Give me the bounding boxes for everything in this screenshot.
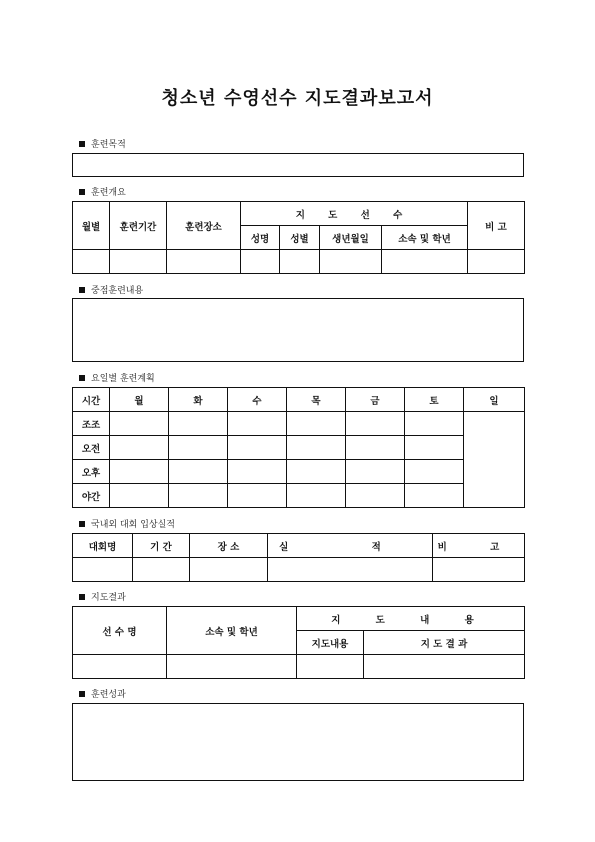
header-competition-period: 기 간 [133, 534, 190, 558]
square-bullet-icon [79, 189, 85, 195]
cell[interactable] [287, 484, 346, 508]
cell[interactable] [405, 484, 464, 508]
square-bullet-icon [79, 521, 85, 527]
competition-table [72, 533, 525, 582]
cell[interactable] [287, 436, 346, 460]
slot-early: 조조 [73, 412, 110, 436]
cell[interactable] [110, 412, 169, 436]
cell[interactable] [280, 250, 320, 274]
header-day-thu: 목 [287, 388, 346, 412]
result-table [72, 606, 525, 679]
section-result-text: 지도결과 [91, 593, 126, 603]
cell[interactable] [468, 250, 525, 274]
cell[interactable] [110, 460, 169, 484]
header-competition-remark: 비 고 [433, 534, 525, 558]
cell[interactable] [346, 436, 405, 460]
cell[interactable] [320, 250, 382, 274]
header-day-sun: 일 [464, 388, 525, 412]
cell[interactable] [346, 460, 405, 484]
cell[interactable] [133, 558, 190, 582]
header-result-group: 지 도 내 용 [297, 607, 525, 631]
square-bullet-icon [79, 375, 85, 381]
cell[interactable] [405, 436, 464, 460]
header-remark: 비 고 [468, 202, 525, 250]
header-day-sat: 토 [405, 388, 464, 412]
cell[interactable] [73, 250, 110, 274]
cell[interactable] [110, 484, 169, 508]
section-achievement-label [79, 687, 126, 700]
cell[interactable] [167, 250, 241, 274]
section-focus-text: 중점훈련내용 [91, 286, 144, 296]
header-day-wed: 수 [228, 388, 287, 412]
weekly-table [72, 387, 525, 508]
section-weekly-label [79, 371, 155, 384]
header-result-affiliation: 소속 및 학년 [167, 607, 297, 655]
header-day-fri: 금 [346, 388, 405, 412]
header-day-mon: 월 [110, 388, 169, 412]
cell[interactable] [287, 412, 346, 436]
cell[interactable] [287, 460, 346, 484]
focus-field[interactable] [72, 298, 524, 362]
header-period: 훈련기간 [110, 202, 167, 250]
section-purpose-text: 훈련목적 [91, 140, 126, 150]
cell[interactable] [433, 558, 525, 582]
header-name: 성명 [241, 226, 280, 250]
section-achievement-text: 훈련성과 [91, 690, 126, 700]
section-competition-label [79, 517, 175, 530]
sunday-cell[interactable] [464, 412, 525, 508]
cell[interactable] [190, 558, 268, 582]
cell[interactable] [297, 655, 364, 679]
section-focus-label [79, 283, 143, 296]
purpose-field[interactable] [72, 153, 524, 177]
header-time: 시간 [73, 388, 110, 412]
cell[interactable] [228, 460, 287, 484]
header-result-content: 지도내용 [297, 631, 364, 655]
achievement-field[interactable] [72, 703, 524, 781]
cell[interactable] [169, 436, 228, 460]
header-competition-place: 장 소 [190, 534, 268, 558]
header-month: 월별 [73, 202, 110, 250]
square-bullet-icon [79, 594, 85, 600]
section-overview-label [79, 185, 126, 198]
header-competition-record: 실 적 [268, 534, 433, 558]
cell[interactable] [346, 484, 405, 508]
page-title: 청소년 수영선수 지도결과보고서 [161, 88, 434, 109]
cell[interactable] [73, 655, 167, 679]
cell[interactable] [382, 250, 468, 274]
square-bullet-icon [79, 141, 85, 147]
overview-table [72, 201, 525, 274]
header-day-tue: 화 [169, 388, 228, 412]
cell[interactable] [110, 250, 167, 274]
header-place: 훈련장소 [167, 202, 241, 250]
square-bullet-icon [79, 287, 85, 293]
section-competition-text: 국내외 대회 입상실적 [91, 520, 175, 530]
cell[interactable] [228, 484, 287, 508]
header-birth: 생년월일 [320, 226, 382, 250]
cell[interactable] [241, 250, 280, 274]
header-coach-group: 지 도 선 수 [241, 202, 468, 226]
cell[interactable] [169, 412, 228, 436]
header-affiliation: 소속 및 학년 [382, 226, 468, 250]
cell[interactable] [364, 655, 525, 679]
cell[interactable] [228, 436, 287, 460]
slot-afternoon: 오후 [73, 460, 110, 484]
cell[interactable] [405, 460, 464, 484]
cell[interactable] [110, 436, 169, 460]
cell[interactable] [405, 412, 464, 436]
cell[interactable] [346, 412, 405, 436]
header-result-outcome: 지 도 결 과 [364, 631, 525, 655]
slot-night: 야간 [73, 484, 110, 508]
cell[interactable] [167, 655, 297, 679]
header-competition-name: 대회명 [73, 534, 133, 558]
cell[interactable] [228, 412, 287, 436]
cell[interactable] [169, 484, 228, 508]
section-purpose-label [79, 137, 126, 150]
section-result-label [79, 590, 126, 603]
slot-morning: 오전 [73, 436, 110, 460]
cell[interactable] [73, 558, 133, 582]
cell[interactable] [169, 460, 228, 484]
header-player: 선 수 명 [73, 607, 167, 655]
section-overview-text: 훈련개요 [91, 188, 126, 198]
cell[interactable] [268, 558, 433, 582]
section-weekly-text: 요일별 훈련계획 [91, 374, 155, 384]
square-bullet-icon [79, 691, 85, 697]
header-gender: 성별 [280, 226, 320, 250]
